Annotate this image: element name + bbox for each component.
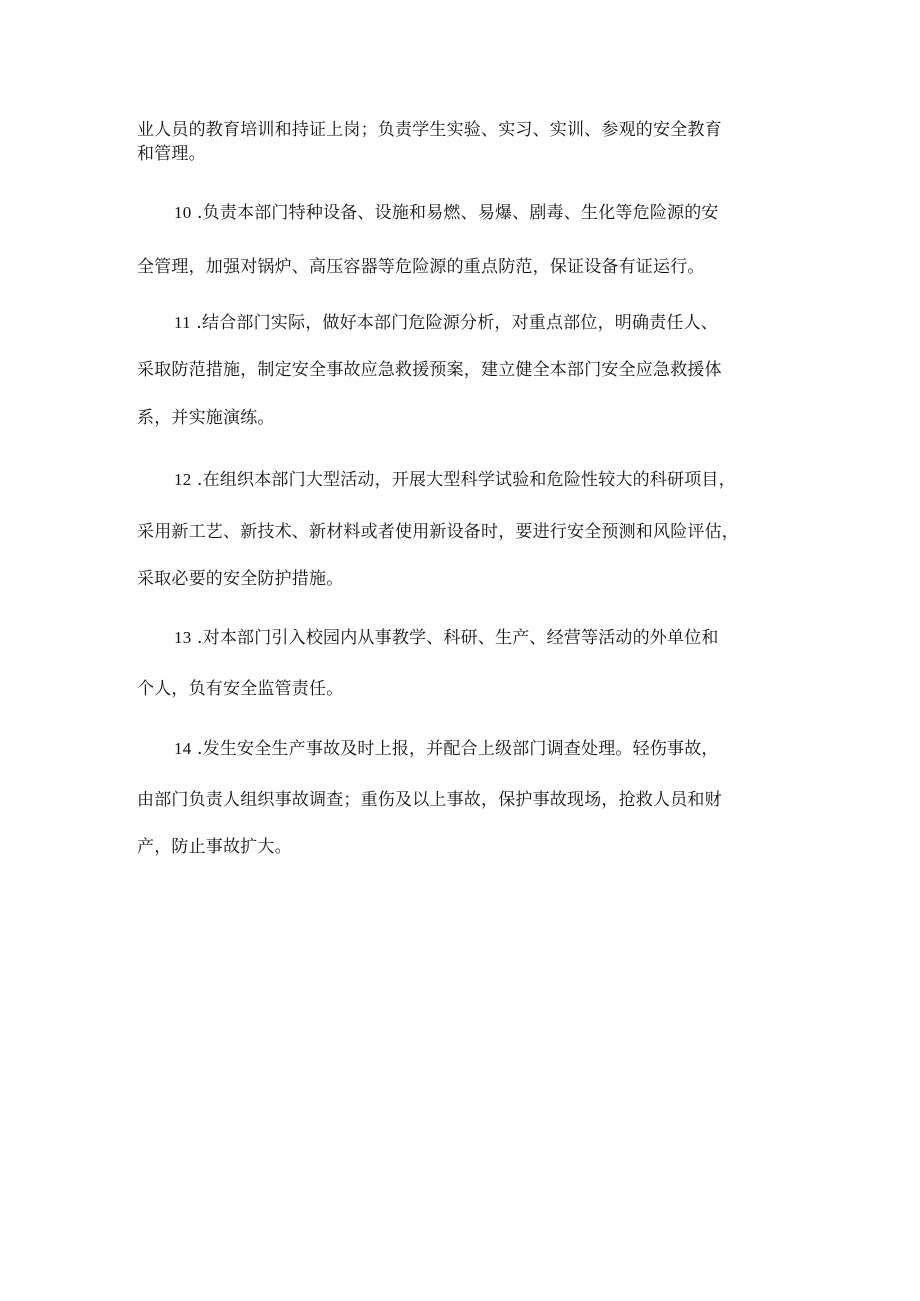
paragraph-line: 采取防范措施，制定安全事故应急救援预案，建立健全本部门安全应急救援体	[137, 360, 722, 380]
item-number: 12	[174, 470, 192, 489]
list-item-13	[137, 626, 787, 701]
list-item-11	[137, 311, 787, 430]
paragraph-line	[137, 468, 787, 520]
item-text: .发生安全生产事故及时上报，并配合上级部门调查处理。轻伤事故，	[191, 739, 719, 759]
paragraph-line	[137, 201, 787, 255]
paragraph-line: 个人，负有安全监管责任。	[137, 679, 344, 699]
continuation-paragraph	[137, 118, 787, 166]
item-number: 10	[174, 203, 192, 222]
paragraph-line: 全管理，加强对锅炉、高压容器等危险源的重点防范，保证设备有证运行。	[137, 257, 705, 277]
paragraph-line: 系，并实施演练。	[137, 408, 275, 428]
paragraph-line	[137, 311, 787, 358]
item-text: .在组织本部门大型活动，开展大型科学试验和危险性较大的科研项目，	[191, 470, 736, 490]
item-text: .结合部门实际，做好本部门危险源分析，对重点部位，明确责任人、	[190, 313, 718, 333]
item-text: .对本部门引入校园内从事教学、科研、生产、经营等活动的外单位和	[191, 628, 719, 648]
paragraph-line: 业人员的教育培训和持证上岗；负责学生实验、实习、实训、参观的安全教育	[137, 120, 722, 140]
paragraph-line	[137, 626, 787, 677]
paragraph-line	[137, 737, 787, 788]
paragraph-line: 采取必要的安全防护措施。	[137, 569, 344, 589]
list-item-10	[137, 201, 787, 279]
item-number: 11	[174, 313, 191, 332]
item-number: 13	[174, 628, 192, 647]
list-item-14	[137, 737, 787, 859]
item-text: .负责本部门特种设备、设施和易燃、易爆、剧毒、生化等危险源的安	[191, 203, 719, 223]
item-number: 14	[174, 739, 192, 758]
paragraph-line: 由部门负责人组织事故调查；重伤及以上事故，保护事故现场，抢救人员和财	[137, 790, 722, 810]
paragraph-line: 和管理。	[137, 144, 206, 164]
paragraph-line: 采用新工艺、新技术、新材料或者使用新设备时，要进行安全预测和风险评估，	[137, 522, 739, 542]
paragraph-line: 产，防止事故扩大。	[137, 837, 292, 857]
list-item-12	[137, 468, 787, 591]
